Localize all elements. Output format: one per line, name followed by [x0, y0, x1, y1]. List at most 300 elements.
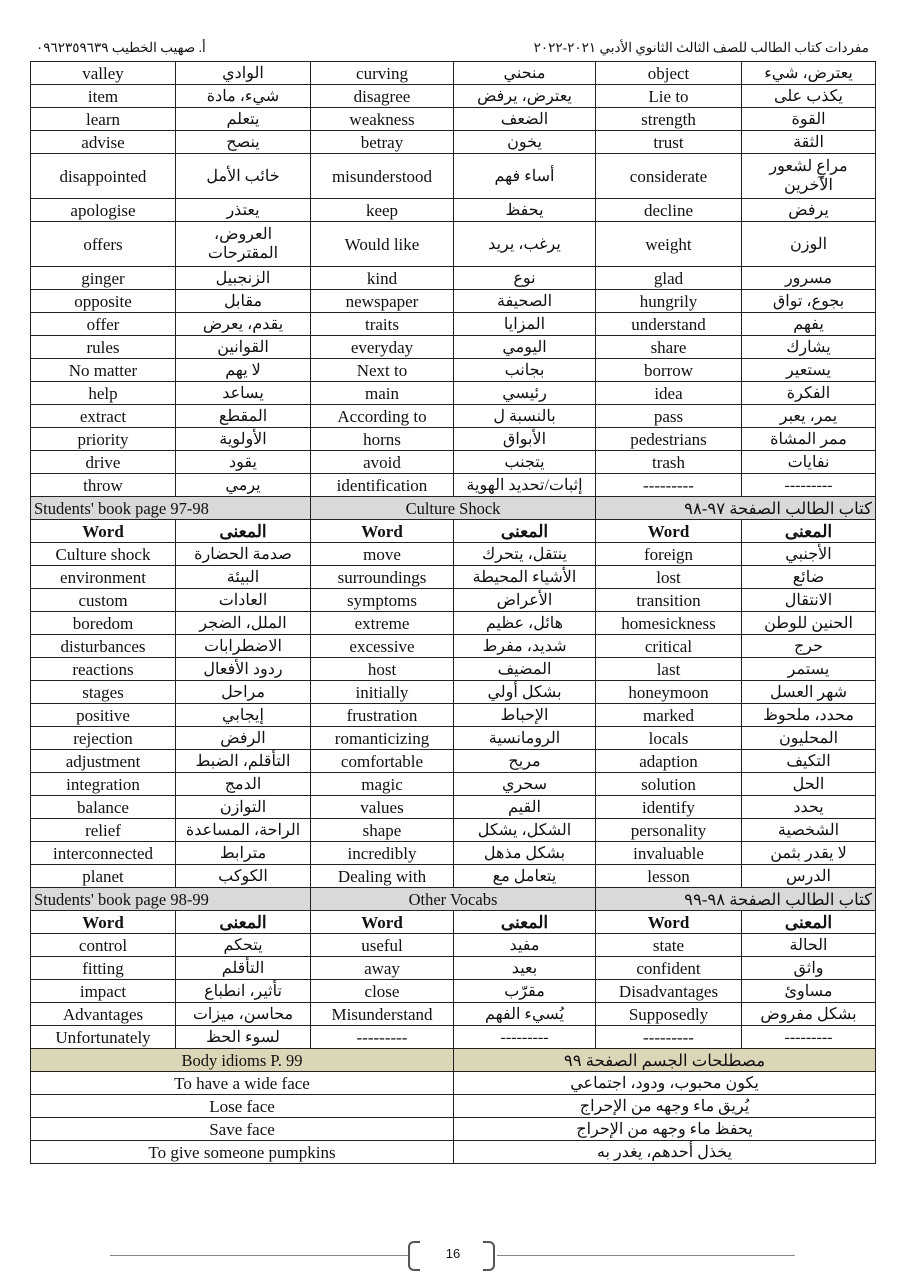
arabic-meaning-cell: يُسيء الفهم: [454, 1003, 596, 1026]
english-word-cell: excessive: [311, 635, 454, 658]
arabic-meaning-cell: نفايات: [742, 451, 876, 474]
arabic-meaning-cell: تأثير، انطباع: [176, 980, 311, 1003]
arabic-meaning-cell: الشخصية: [742, 819, 876, 842]
arabic-meaning-cell: مقابل: [176, 290, 311, 313]
arabic-meaning-cell: الحالة: [742, 934, 876, 957]
vocab-row: [31, 796, 876, 819]
english-word-cell: betray: [311, 131, 454, 154]
english-word-cell: relief: [31, 819, 176, 842]
english-word-cell: custom: [31, 589, 176, 612]
english-word-cell: impact: [31, 980, 176, 1003]
arabic-meaning-cell: الدرس: [742, 865, 876, 888]
arabic-meaning-cell: الدمج: [176, 773, 311, 796]
arabic-meaning-cell: رئيسي: [454, 382, 596, 405]
section-header-other-vocabs: [31, 888, 876, 911]
english-word-cell: Next to: [311, 359, 454, 382]
arabic-meaning-cell: الأشياء المحيطة: [454, 566, 596, 589]
english-word-cell: symptoms: [311, 589, 454, 612]
english-word-cell: useful: [311, 934, 454, 957]
column-header-meaning: المعنى: [454, 911, 596, 934]
english-word-cell: object: [596, 62, 742, 85]
arabic-meaning-cell: ضائع: [742, 566, 876, 589]
vocab-row: [31, 842, 876, 865]
idiom-row: [31, 1141, 876, 1164]
english-word-cell: hungrily: [596, 290, 742, 313]
arabic-meaning-cell: منحني: [454, 62, 596, 85]
section-page-label: Students' book page 97-98: [31, 497, 311, 520]
english-word-cell: comfortable: [311, 750, 454, 773]
english-word-cell: shape: [311, 819, 454, 842]
english-word-cell: honeymoon: [596, 681, 742, 704]
english-word-cell: initially: [311, 681, 454, 704]
arabic-meaning-cell: يقود: [176, 451, 311, 474]
arabic-meaning-cell: الملل، الضجر: [176, 612, 311, 635]
arabic-meaning-cell: بعيد: [454, 957, 596, 980]
vocab-row: [31, 773, 876, 796]
english-word-cell: throw: [31, 474, 176, 497]
footer-rule-left: [110, 1255, 408, 1256]
english-word-cell: last: [596, 658, 742, 681]
column-header-word: Word: [311, 911, 454, 934]
vocab-row: [31, 474, 876, 497]
english-word-cell: priority: [31, 428, 176, 451]
idiom-arabic: يحفظ ماء وجهه من الإحراج: [454, 1118, 876, 1141]
arabic-meaning-cell: الحنين للوطن: [742, 612, 876, 635]
arabic-meaning-cell: المقطع: [176, 405, 311, 428]
idioms-title: Body idioms P. 99: [31, 1049, 454, 1072]
english-word-cell: ---------: [311, 1026, 454, 1049]
english-word-cell: transition: [596, 589, 742, 612]
column-header-word: Word: [31, 520, 176, 543]
arabic-meaning-cell: القوانين: [176, 336, 311, 359]
arabic-meaning-cell: يعتذر: [176, 199, 311, 222]
arabic-meaning-cell: إثبات/تحديد الهوية: [454, 474, 596, 497]
english-word-cell: valley: [31, 62, 176, 85]
idiom-arabic: يكون محبوب، ودود، اجتماعي: [454, 1072, 876, 1095]
english-word-cell: Would like: [311, 222, 454, 267]
english-word-cell: trash: [596, 451, 742, 474]
english-word-cell: understand: [596, 313, 742, 336]
idiom-english: To give someone pumpkins: [31, 1141, 454, 1164]
arabic-meaning-cell: محاسن، ميزات: [176, 1003, 311, 1026]
english-word-cell: extract: [31, 405, 176, 428]
english-word-cell: Unfortunately: [31, 1026, 176, 1049]
arabic-meaning-cell: الزنجبيل: [176, 267, 311, 290]
vocab-row: [31, 750, 876, 773]
arabic-meaning-cell: يمر، يعبر: [742, 405, 876, 428]
vocab-row: [31, 819, 876, 842]
arabic-meaning-cell: الرومانسية: [454, 727, 596, 750]
english-word-cell: kind: [311, 267, 454, 290]
arabic-meaning-cell: التأقلم: [176, 957, 311, 980]
vocab-row: [31, 62, 876, 85]
english-word-cell: help: [31, 382, 176, 405]
english-word-cell: incredibly: [311, 842, 454, 865]
english-word-cell: apologise: [31, 199, 176, 222]
arabic-meaning-cell: شديد، مفرط: [454, 635, 596, 658]
arabic-meaning-cell: يرغب، يريد: [454, 222, 596, 267]
arabic-meaning-cell: المضيف: [454, 658, 596, 681]
arabic-meaning-cell: الوزن: [742, 222, 876, 267]
arabic-meaning-cell: أساء فهم: [454, 154, 596, 199]
english-word-cell: curving: [311, 62, 454, 85]
english-word-cell: invaluable: [596, 842, 742, 865]
idiom-row: [31, 1095, 876, 1118]
arabic-meaning-cell: مسرور: [742, 267, 876, 290]
english-word-cell: drive: [31, 451, 176, 474]
english-word-cell: everyday: [311, 336, 454, 359]
arabic-meaning-cell: شيء، مادة: [176, 85, 311, 108]
english-word-cell: ---------: [596, 1026, 742, 1049]
arabic-meaning-cell: مراحل: [176, 681, 311, 704]
english-word-cell: Disadvantages: [596, 980, 742, 1003]
english-word-cell: Advantages: [31, 1003, 176, 1026]
vocab-row: [31, 382, 876, 405]
english-word-cell: marked: [596, 704, 742, 727]
arabic-meaning-cell: واثق: [742, 957, 876, 980]
section-page-label-arabic: كتاب الطالب الصفحة ٩٨-٩٩: [596, 888, 876, 911]
section-title: Other Vocabs: [311, 888, 596, 911]
idiom-english: To have a wide face: [31, 1072, 454, 1095]
english-word-cell: positive: [31, 704, 176, 727]
arabic-meaning-cell: الحل: [742, 773, 876, 796]
english-word-cell: Culture shock: [31, 543, 176, 566]
column-header-meaning: المعنى: [742, 520, 876, 543]
english-word-cell: reactions: [31, 658, 176, 681]
english-word-cell: extreme: [311, 612, 454, 635]
arabic-meaning-cell: الأبواق: [454, 428, 596, 451]
english-word-cell: avoid: [311, 451, 454, 474]
english-word-cell: share: [596, 336, 742, 359]
english-word-cell: state: [596, 934, 742, 957]
arabic-meaning-cell: يحدد: [742, 796, 876, 819]
english-word-cell: host: [311, 658, 454, 681]
english-word-cell: keep: [311, 199, 454, 222]
english-word-cell: decline: [596, 199, 742, 222]
arabic-meaning-cell: يرمي: [176, 474, 311, 497]
arabic-meaning-cell: الأجنبي: [742, 543, 876, 566]
arabic-meaning-cell: الانتقال: [742, 589, 876, 612]
idiom-row: [31, 1072, 876, 1095]
page-header: [36, 38, 869, 58]
vocab-row: [31, 957, 876, 980]
column-header-word: Word: [596, 520, 742, 543]
idiom-arabic: يُريق ماء وجهه من الإحراج: [454, 1095, 876, 1118]
arabic-meaning-cell: التوازن: [176, 796, 311, 819]
arabic-meaning-cell: الصحيفة: [454, 290, 596, 313]
english-word-cell: item: [31, 85, 176, 108]
arabic-meaning-cell: الإحباط: [454, 704, 596, 727]
english-word-cell: romanticizing: [311, 727, 454, 750]
english-word-cell: traits: [311, 313, 454, 336]
idiom-english: Save face: [31, 1118, 454, 1141]
arabic-meaning-cell: الأعراض: [454, 589, 596, 612]
english-word-cell: frustration: [311, 704, 454, 727]
arabic-meaning-cell: يتعلم: [176, 108, 311, 131]
arabic-meaning-cell: مفيد: [454, 934, 596, 957]
arabic-meaning-cell: يستمر: [742, 658, 876, 681]
arabic-meaning-cell: بشكل أولي: [454, 681, 596, 704]
english-word-cell: magic: [311, 773, 454, 796]
arabic-meaning-cell: الثقة: [742, 131, 876, 154]
arabic-meaning-cell: الفكرة: [742, 382, 876, 405]
english-word-cell: According to: [311, 405, 454, 428]
vocab-row: [31, 451, 876, 474]
english-word-cell: considerate: [596, 154, 742, 199]
vocab-row: [31, 589, 876, 612]
footer-bracket-right: [483, 1241, 495, 1271]
vocab-row: [31, 290, 876, 313]
footer-rule-right: [497, 1255, 795, 1256]
english-word-cell: disagree: [311, 85, 454, 108]
arabic-meaning-cell: لسوء الحظ: [176, 1026, 311, 1049]
vocab-row: [31, 428, 876, 451]
english-word-cell: identification: [311, 474, 454, 497]
arabic-meaning-cell: نوع: [454, 267, 596, 290]
vocab-row: [31, 85, 876, 108]
vocab-row: [31, 359, 876, 382]
vocabulary-table: [30, 61, 876, 1164]
vocab-row: [31, 1003, 876, 1026]
arabic-meaning-cell: يرفض: [742, 199, 876, 222]
english-word-cell: disturbances: [31, 635, 176, 658]
english-word-cell: pedestrians: [596, 428, 742, 451]
vocab-row: [31, 681, 876, 704]
english-word-cell: away: [311, 957, 454, 980]
vocab-row: [31, 1026, 876, 1049]
english-word-cell: boredom: [31, 612, 176, 635]
arabic-meaning-cell: يقدم، يعرض: [176, 313, 311, 336]
arabic-meaning-cell: ينتقل، يتحرك: [454, 543, 596, 566]
arabic-meaning-cell: يستعير: [742, 359, 876, 382]
vocab-row: [31, 980, 876, 1003]
english-word-cell: main: [311, 382, 454, 405]
page-footer: [0, 1238, 905, 1274]
english-word-cell: Dealing with: [311, 865, 454, 888]
vocab-row: [31, 336, 876, 359]
arabic-meaning-cell: ---------: [742, 474, 876, 497]
arabic-meaning-cell: خائب الأمل: [176, 154, 311, 199]
section-page-label-arabic: كتاب الطالب الصفحة ٩٧-٩٨: [596, 497, 876, 520]
arabic-meaning-cell: حرج: [742, 635, 876, 658]
english-word-cell: glad: [596, 267, 742, 290]
english-word-cell: ---------: [596, 474, 742, 497]
vocab-row: [31, 612, 876, 635]
arabic-meaning-cell: صدمة الحضارة: [176, 543, 311, 566]
arabic-meaning-cell: القوة: [742, 108, 876, 131]
english-word-cell: homesickness: [596, 612, 742, 635]
english-word-cell: lesson: [596, 865, 742, 888]
english-word-cell: Supposedly: [596, 1003, 742, 1026]
arabic-meaning-cell: يساعد: [176, 382, 311, 405]
vocab-row: [31, 313, 876, 336]
english-word-cell: disappointed: [31, 154, 176, 199]
arabic-meaning-cell: مقرّب: [454, 980, 596, 1003]
arabic-meaning-cell: محدد، ملحوظ: [742, 704, 876, 727]
english-word-cell: offers: [31, 222, 176, 267]
english-word-cell: fitting: [31, 957, 176, 980]
arabic-meaning-cell: إيجابي: [176, 704, 311, 727]
column-header-word: Word: [311, 520, 454, 543]
arabic-meaning-cell: البيئة: [176, 566, 311, 589]
section-header-culture-shock: [31, 497, 876, 520]
vocab-row: [31, 934, 876, 957]
arabic-meaning-cell: لا يقدر بثمن: [742, 842, 876, 865]
english-word-cell: opposite: [31, 290, 176, 313]
vocab-row: [31, 658, 876, 681]
english-word-cell: environment: [31, 566, 176, 589]
section-title: Culture Shock: [311, 497, 596, 520]
arabic-meaning-cell: يتجنب: [454, 451, 596, 474]
idioms-title-arabic: مصطلحات الجسم الصفحة ٩٩: [454, 1049, 876, 1072]
arabic-meaning-cell: يحفظ: [454, 199, 596, 222]
english-word-cell: locals: [596, 727, 742, 750]
arabic-meaning-cell: المحليون: [742, 727, 876, 750]
vocab-row: [31, 131, 876, 154]
arabic-meaning-cell: بجانب: [454, 359, 596, 382]
arabic-meaning-cell: الكوكب: [176, 865, 311, 888]
english-word-cell: personality: [596, 819, 742, 842]
english-word-cell: control: [31, 934, 176, 957]
english-word-cell: close: [311, 980, 454, 1003]
arabic-meaning-cell: ---------: [742, 1026, 876, 1049]
arabic-meaning-cell: يعترض، شيء: [742, 62, 876, 85]
arabic-meaning-cell: اليومي: [454, 336, 596, 359]
vocab-row: [31, 704, 876, 727]
english-word-cell: No matter: [31, 359, 176, 382]
arabic-meaning-cell: مساوئ: [742, 980, 876, 1003]
arabic-meaning-cell: ردود الأفعال: [176, 658, 311, 681]
english-word-cell: foreign: [596, 543, 742, 566]
english-word-cell: planet: [31, 865, 176, 888]
arabic-meaning-cell: القيم: [454, 796, 596, 819]
arabic-meaning-cell: الوادي: [176, 62, 311, 85]
vocab-row: [31, 543, 876, 566]
english-word-cell: lost: [596, 566, 742, 589]
english-word-cell: adjustment: [31, 750, 176, 773]
english-word-cell: values: [311, 796, 454, 819]
english-word-cell: interconnected: [31, 842, 176, 865]
idiom-row: [31, 1118, 876, 1141]
arabic-meaning-cell: سحري: [454, 773, 596, 796]
english-word-cell: rules: [31, 336, 176, 359]
arabic-meaning-cell: يخون: [454, 131, 596, 154]
document-title: مفردات كتاب الطالب للصف الثالث الثانوي الأدبي ٢٠٢١-٢٠٢٢: [533, 40, 869, 55]
english-word-cell: ginger: [31, 267, 176, 290]
arabic-meaning-cell: بجوع، تواق: [742, 290, 876, 313]
arabic-meaning-cell: يكذب على: [742, 85, 876, 108]
column-header-row: [31, 911, 876, 934]
english-word-cell: strength: [596, 108, 742, 131]
vocab-row: [31, 267, 876, 290]
english-word-cell: Lie to: [596, 85, 742, 108]
english-word-cell: idea: [596, 382, 742, 405]
english-word-cell: Misunderstand: [311, 1003, 454, 1026]
arabic-meaning-cell: يتحكم: [176, 934, 311, 957]
vocab-row: [31, 222, 876, 267]
arabic-meaning-cell: لا يهم: [176, 359, 311, 382]
arabic-meaning-cell: بشكل مفروض: [742, 1003, 876, 1026]
english-word-cell: adaption: [596, 750, 742, 773]
english-word-cell: identify: [596, 796, 742, 819]
english-word-cell: learn: [31, 108, 176, 131]
arabic-meaning-cell: شهر العسل: [742, 681, 876, 704]
english-word-cell: solution: [596, 773, 742, 796]
section-page-label: Students' book page 98-99: [31, 888, 311, 911]
vocab-row: [31, 727, 876, 750]
english-word-cell: balance: [31, 796, 176, 819]
english-word-cell: borrow: [596, 359, 742, 382]
idiom-arabic: يخذل أحدهم، يغدر به: [454, 1141, 876, 1164]
arabic-meaning-cell: يشارك: [742, 336, 876, 359]
arabic-meaning-cell: العادات: [176, 589, 311, 612]
arabic-meaning-cell: الاضطرابات: [176, 635, 311, 658]
vocab-row: [31, 865, 876, 888]
english-word-cell: move: [311, 543, 454, 566]
footer-bracket-left: [408, 1241, 420, 1271]
idiom-english: Lose face: [31, 1095, 454, 1118]
english-word-cell: offer: [31, 313, 176, 336]
english-word-cell: rejection: [31, 727, 176, 750]
arabic-meaning-cell: التكيف: [742, 750, 876, 773]
arabic-meaning-cell: هائل، عظيم: [454, 612, 596, 635]
vocab-row: [31, 566, 876, 589]
english-word-cell: integration: [31, 773, 176, 796]
arabic-meaning-cell: الضعف: [454, 108, 596, 131]
english-word-cell: stages: [31, 681, 176, 704]
arabic-meaning-cell: يفهم: [742, 313, 876, 336]
column-header-row: [31, 520, 876, 543]
page-number: 16: [445, 1246, 461, 1261]
section-header-body-idioms: [31, 1049, 876, 1072]
arabic-meaning-cell: ممر المشاة: [742, 428, 876, 451]
column-header-meaning: المعنى: [176, 520, 311, 543]
arabic-meaning-cell: مترابط: [176, 842, 311, 865]
vocab-row: [31, 199, 876, 222]
english-word-cell: trust: [596, 131, 742, 154]
arabic-meaning-cell: مراعٍ لشعور الآخرين: [742, 154, 876, 199]
arabic-meaning-cell: الشكل، يشكل: [454, 819, 596, 842]
vocab-row: [31, 635, 876, 658]
english-word-cell: confident: [596, 957, 742, 980]
arabic-meaning-cell: ---------: [454, 1026, 596, 1049]
arabic-meaning-cell: التأقلم، الضبط: [176, 750, 311, 773]
column-header-meaning: المعنى: [454, 520, 596, 543]
vocab-row: [31, 405, 876, 428]
arabic-meaning-cell: بشكل مذهل: [454, 842, 596, 865]
arabic-meaning-cell: المزايا: [454, 313, 596, 336]
author-name: أ. صهيب الخطيب ٠٩٦٢٣٥٩٦٣٩: [36, 40, 206, 55]
arabic-meaning-cell: ينصح: [176, 131, 311, 154]
vocab-row: [31, 154, 876, 199]
arabic-meaning-cell: يعترض، يرفض: [454, 85, 596, 108]
english-word-cell: weight: [596, 222, 742, 267]
english-word-cell: weakness: [311, 108, 454, 131]
english-word-cell: advise: [31, 131, 176, 154]
column-header-word: Word: [31, 911, 176, 934]
arabic-meaning-cell: يتعامل مع: [454, 865, 596, 888]
arabic-meaning-cell: بالنسبة ل: [454, 405, 596, 428]
english-word-cell: horns: [311, 428, 454, 451]
arabic-meaning-cell: الراحة، المساعدة: [176, 819, 311, 842]
vocab-row: [31, 108, 876, 131]
arabic-meaning-cell: الأولوية: [176, 428, 311, 451]
english-word-cell: pass: [596, 405, 742, 428]
english-word-cell: surroundings: [311, 566, 454, 589]
arabic-meaning-cell: العروض، المقترحات: [176, 222, 311, 267]
english-word-cell: newspaper: [311, 290, 454, 313]
english-word-cell: critical: [596, 635, 742, 658]
